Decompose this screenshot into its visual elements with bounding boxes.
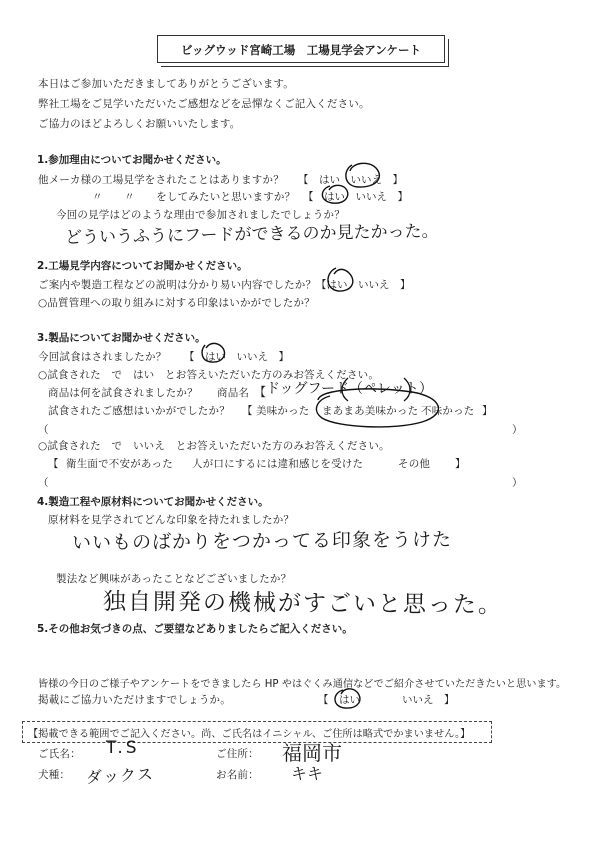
circle-mark	[328, 268, 353, 291]
no-option[interactable]: いいえ	[355, 191, 387, 203]
s2-question-2: ○品質管理への取り組みに対する印象はいかがでしたか？	[38, 297, 315, 309]
reason-option-discomfort[interactable]: 人が口にするには違和感じを受けた	[192, 458, 364, 470]
circle-mark	[335, 689, 360, 708]
s1-question-3: 今回の見学はどのような理由で参加されましたでしょうか？	[56, 209, 345, 221]
circle-mark	[322, 185, 347, 203]
yes-option[interactable]: はい	[205, 351, 226, 363]
s1-question-1: 他メーカ様の工場見学をされたことはありますか？	[38, 174, 284, 186]
section-2-heading: 2.工場見学内容についてお聞かせください。	[37, 260, 248, 272]
s3-question-2: ○試食された で はい とお答えいただいた方のみお答えください。	[38, 369, 380, 381]
paren-mark	[404, 378, 410, 401]
section-5-heading: 5.その他お気づきの点、ご要望などありましたらご記入ください。	[37, 623, 353, 635]
section-3-heading: 3.製品についてお聞かせください。	[37, 332, 206, 344]
yes-option[interactable]: はい	[324, 191, 345, 203]
yes-option[interactable]: はい	[339, 694, 360, 706]
product-label: 商品名	[217, 387, 250, 399]
impression-option-okay[interactable]: まあまあ美味かった	[322, 405, 419, 417]
impression-option-good[interactable]: 美味かった	[256, 405, 310, 417]
intro-line-1: 本日はご参加いただきましてありがとうございます。	[38, 78, 294, 90]
dog-value: ダックス	[85, 764, 155, 787]
address-value: 福岡市	[282, 741, 342, 765]
s3-question-3: 商品は何を試食されましたか？	[48, 387, 198, 399]
s1-question-2: 〃 〃 をしてみたいと思いますか？	[92, 191, 296, 203]
bracket-close: 】	[482, 405, 493, 417]
bracket-open: 【	[242, 405, 253, 417]
intro-line-2: 弊社工場をご見学いただいたご感想などを忌憚なくご記入ください。	[38, 98, 370, 110]
pet-label: お名前：	[216, 769, 259, 781]
dog-label: 犬種：	[38, 769, 71, 781]
product-handwritten-answer: ドッグフード（ペレット）	[266, 381, 433, 397]
no-option[interactable]: いいえ	[358, 279, 390, 291]
section-4-heading: 4.製造工程や原材料についてお聞かせください。	[37, 496, 269, 508]
s3-question-1: 今回試食はされましたか？	[38, 351, 167, 363]
product-bracket-open: 【	[254, 385, 267, 399]
s1-handwritten-answer: どういうふうにフードができるのか見たかった。	[64, 221, 439, 248]
consent-options: 【 はい いいえ 】	[318, 694, 455, 706]
consent-line-2: 掲載にご協力いただけますでしょうか。	[38, 694, 231, 706]
consent-line-1: 皆様の今日のご様子やアンケートをできましたら HP やはぐくみ通信などでご紹介させていただきたいと思います。	[38, 679, 567, 690]
intro-line-3: ご協力のほどよろしくお願いいたします。	[38, 118, 241, 130]
pet-value: キキ	[291, 764, 324, 783]
reason-option-hygiene[interactable]: 衛生面で不安があった	[66, 458, 173, 470]
bracket-close: 】	[455, 458, 466, 470]
s2-q1-options: 【はい いいえ 】	[316, 279, 411, 291]
no-option[interactable]: いいえ	[350, 174, 382, 186]
s3-q1-options: 【 はい いいえ 】	[184, 351, 289, 363]
bracket-open: 【	[48, 458, 59, 470]
address-label: ご住所：	[216, 748, 259, 760]
page-title: ビッグウッド宮崎工場 工場見学会アンケート	[180, 43, 422, 57]
note-text: 【掲載できる範囲でご記入ください。尚、ご氏名はイニシャル、ご住所は略式でかまいません。】	[28, 729, 471, 740]
name-label: ご氏名：	[38, 748, 81, 760]
name-value: T.S	[106, 738, 140, 758]
blank-open-paren: （	[38, 424, 49, 436]
yes-option[interactable]: はい	[319, 174, 340, 186]
ellipse-mark	[316, 389, 438, 427]
blank-open-paren: （	[38, 477, 49, 489]
s4-handwritten-answer-1: いいものばかりをつかってる印象をうけた	[71, 528, 453, 554]
s3-question-4: 試食されたご感想はいかがでしたか？	[48, 405, 230, 417]
s2-question-1: ご案内や製造工程などの説明は分かり易い内容でしたか？	[38, 279, 317, 291]
s1-q2-options: 【 はい いいえ 】	[303, 191, 408, 203]
s3-question-5: ○試食された で いいえ とお答えいただいた方のみお答えください。	[38, 440, 390, 452]
s1-q1-options: 【 はい いいえ 】	[298, 174, 403, 186]
no-option[interactable]: いいえ	[236, 351, 268, 363]
yes-option[interactable]: はい	[326, 279, 348, 291]
s4-question-2: 製法など興味があったことなどございましたか？	[56, 573, 292, 585]
blank-close-paren: ）	[512, 424, 523, 436]
impression-option-bad[interactable]: 不味かった	[421, 405, 475, 417]
s4-handwritten-answer-2: 独自開発の機械がすごいと思った。	[102, 589, 504, 619]
reason-option-other[interactable]: その他	[398, 458, 431, 470]
circle-mark	[346, 163, 380, 187]
no-option[interactable]: いいえ	[402, 694, 434, 706]
blank-close-paren: ）	[512, 477, 523, 489]
circle-mark	[202, 343, 224, 362]
section-1-heading: 1.参加理由についてお聞かせください。	[37, 154, 227, 166]
s4-question-1: 原材料を見学されてどんな印象を持たれましたか？	[48, 514, 295, 526]
